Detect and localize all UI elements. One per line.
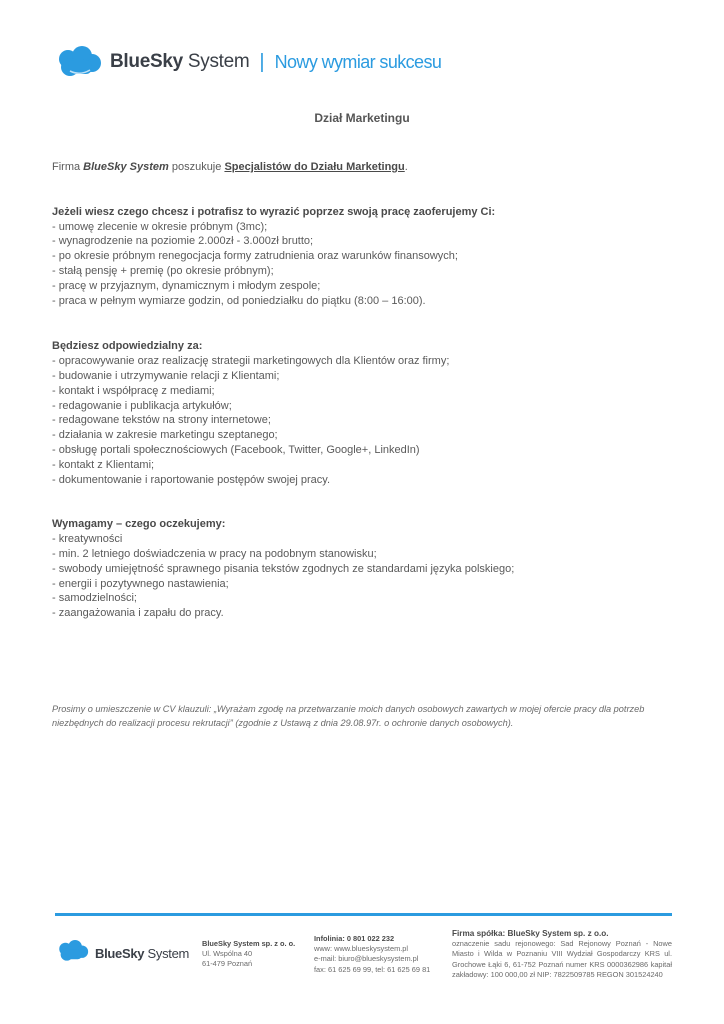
section-responsibilities [52, 339, 672, 487]
footer-logo [57, 940, 189, 967]
section-heading: Jeżeli wiesz czego chcesz i potrafisz to wyrazić poprzez swoją pracę zaoferujemy Ci: [52, 205, 496, 218]
intro-prefix: Firma [52, 161, 84, 173]
list-item: - po okresie próbnym renegocjacja formy zatrudnienia oraz warunków finansowych; [52, 250, 458, 263]
gdpr-clause: Prosimy o umieszczenie w CV klauzuli: „Wyrażam zgodę na przetwarzanie moich danych osobowych zawartych w mojej ofercie pracy dla potrzeb niezbędnych do realizacji procesu rekrutacji” (zgodnie z Ustawą z dnia 29.08.97r. o ochronie danych osobowych). [52, 704, 645, 728]
footer-street: Ul. Wspólna 40 [202, 949, 253, 959]
list-item: - praca w pełnym wymiarze godzin, od poniedziałku do piątku (8:00 – 16:00). [52, 294, 426, 307]
list-item: - stałą pensję + premię (po okresie próbnym); [52, 264, 274, 277]
intro-company: BlueSky System [83, 161, 169, 173]
list-item: - redagowane tekstów na strony internetowe; [52, 414, 271, 427]
intro-suffix: . [404, 161, 408, 173]
intro-position: Specjalistów do Działu Marketingu [224, 161, 405, 173]
cloud-logo-icon [57, 940, 89, 967]
footer-city: 61-479 Poznań [202, 959, 253, 969]
cloud-logo-icon [56, 46, 102, 78]
section-offer [52, 205, 672, 309]
brand-name [110, 51, 249, 73]
list-item: - min. 2 letniego doświadczenia w pracy na podobnym stanowisku; [52, 547, 377, 560]
document-body [52, 160, 672, 621]
list-item: - wynagrodzenie na poziomie 2.000zł - 3.000zł brutto; [52, 235, 314, 248]
footer-brand-bold: BlueSky [95, 946, 145, 961]
footer-www: www: www.blueskysystem.pl [314, 944, 409, 954]
footer-address [202, 939, 295, 970]
responsibilities-list [52, 354, 672, 487]
list-item: - energii i pozytywnego nastawienia; [52, 577, 229, 590]
section-requirements [52, 517, 672, 621]
list-item: - umowę zlecenie w okresie próbnym (3mc); [52, 220, 268, 233]
footer-legal [452, 929, 672, 980]
requirements-list [52, 532, 672, 621]
list-item: - budowanie i utrzymywanie relacji z Klientami; [52, 369, 280, 382]
footer-fax: fax: 61 625 69 99, tel: 61 625 69 81 [314, 964, 431, 974]
footer-divider [55, 913, 672, 916]
list-item: - swobody umiejętność sprawnego pisania tekstów zgodnych ze standardami języka polskiego; [52, 562, 515, 575]
list-item: - kreatywności [52, 533, 123, 546]
list-item: - zaangażowania i zapału do pracy. [52, 607, 224, 620]
list-item: - obsługę portali społecznościowych (Facebook, Twitter, Google+, LinkedIn) [52, 443, 420, 456]
section-heading: Będziesz odpowiedzialny za: [52, 340, 203, 353]
header-separator: | [259, 50, 265, 73]
footer-contact [314, 934, 430, 975]
footer-brand-regular: System [147, 946, 190, 961]
footer-legal-heading: Firma spółka: BlueSky System sp. z o.o. [452, 929, 609, 938]
list-item: - samodzielności; [52, 592, 137, 605]
footer-infolinia: Infolinia: 0 801 022 232 [314, 934, 395, 943]
list-item: - redagowanie i publikacja artykułów; [52, 399, 232, 412]
tagline: Nowy wymiar sukcesu [274, 51, 442, 72]
brand-regular: System [187, 51, 250, 72]
list-item: - kontakt i współpracę z mediami; [52, 384, 215, 397]
footer-email: e-mail: biuro@blueskysystem.pl [314, 954, 419, 964]
footer-legal-text: oznaczenie sadu rejonowego: Sad Rejonowy Poznań - Nowe Miasto i Wilda w Poznaniu VIII Wydział Gospodarczy KRS ul. Grochowe Łąki 6, 61-752 Poznań numer KRS 0000362986 kapitał zakładowy: 100 000,00 zł NIP: 7822509785 REGON 301524240 [452, 939, 672, 979]
footer-company: BlueSky System sp. z o. o. [202, 939, 296, 948]
brand-bold: BlueSky [110, 51, 183, 72]
list-item: - kontakt z Klientami; [52, 458, 155, 471]
footer-brand [95, 946, 189, 961]
offer-list [52, 220, 672, 309]
list-item: - pracę w przyjaznym, dynamicznym i młodym zespole; [52, 279, 321, 292]
intro-middle: poszukuje [168, 161, 225, 173]
intro-paragraph [52, 160, 672, 175]
list-item: - dokumentowanie i raportowanie postępów swojej pracy. [52, 473, 330, 486]
list-item: - działania w zakresie marketingu szeptanego; [52, 429, 278, 442]
document-title: Dział Marketingu [314, 111, 410, 125]
header [56, 42, 441, 82]
section-heading: Wymagamy – czego oczekujemy: [52, 518, 226, 531]
list-item: - opracowywanie oraz realizację strategii marketingowych dla Klientów oraz firmy; [52, 355, 450, 368]
